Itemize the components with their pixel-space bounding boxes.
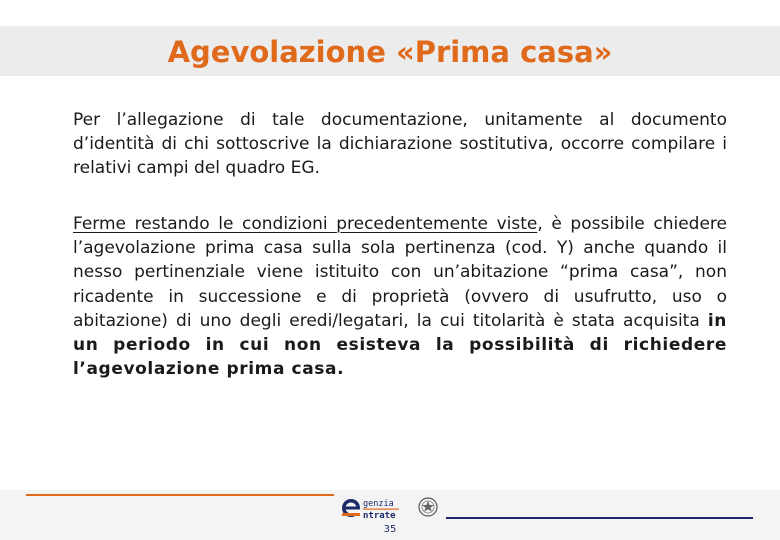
svg-text:ntrate: ntrate [363,511,396,521]
paragraph-pertinenza [73,212,727,381]
page-number: 35 [383,524,397,535]
svg-text:genzia: genzia [363,499,394,509]
footer-navy-rule [446,517,753,519]
underlined-conditions-text: Ferme restando le condizioni precedentemente viste [73,214,538,234]
pertinenza-body-text: , è possibile chiedere l’agevolazione prima casa sulla sola pertinenza (cod. Y) anche quando il nesso pertinenziale viene istituito con un’abitazione “prima casa”, non ricadente in successione e di proprietà (ovvero di usufrutto, uso o abitazione) di uno degli eredi/legatari, la cui titolarità è stata acquisita [73,214,727,331]
footer-orange-rule [26,494,334,496]
bold-emphasis-text: in un periodo in cui non esisteva la possibilità di richiedere l’agevolazione prima casa. [73,310,727,380]
agenzia-entrate-logo [340,494,445,522]
slide-title: Agevolazione «Prima casa» [167,35,613,69]
paragraph-allegazione [73,108,727,181]
paragraph-allegazione-text: Per l’allegazione di tale documentazione, unitamente al documento d’identità di chi sottoscrive la dichiarazione sostitutiva, occorre compilare i relativi campi del quadro EG. [73,110,727,179]
